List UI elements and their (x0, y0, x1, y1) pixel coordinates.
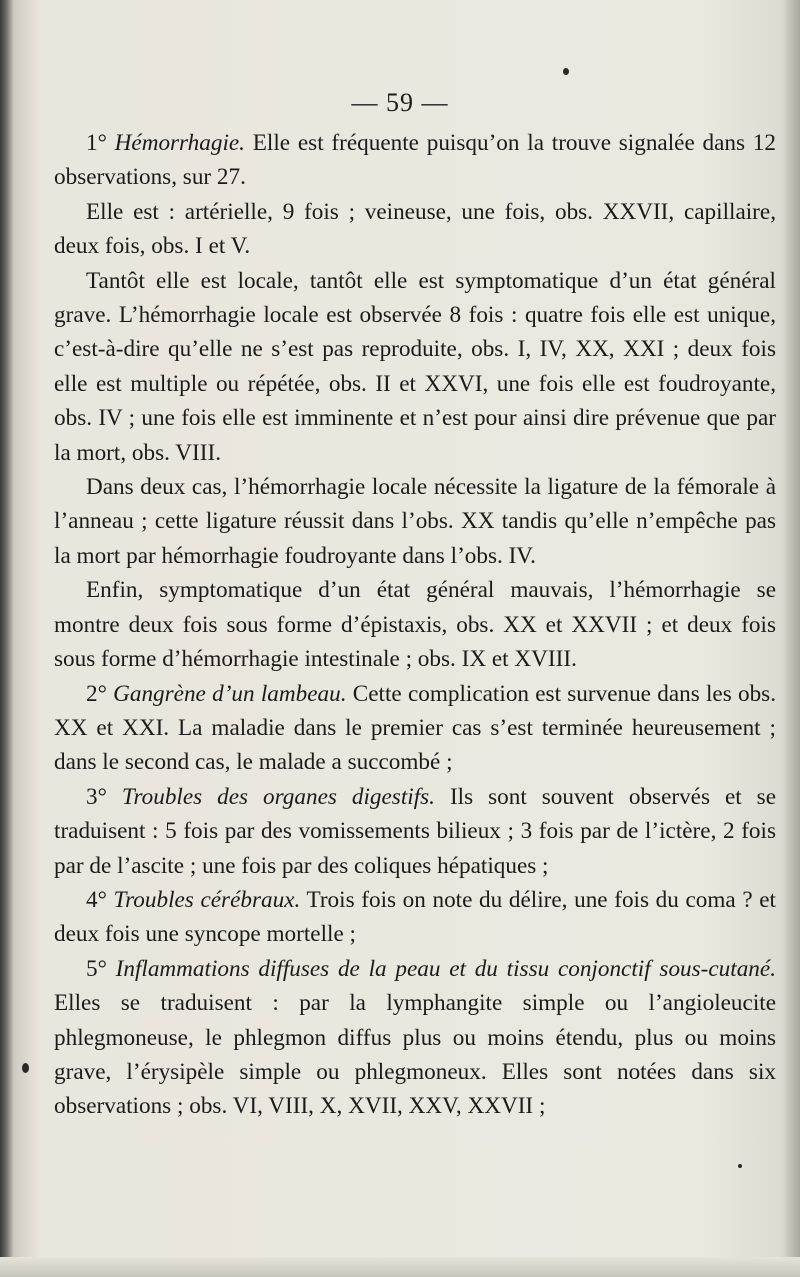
page-edge-right (786, 0, 800, 1277)
paragraph-text: Elle est fréquente puisqu’on la trouve signalée dans 12 observations, sur 27. (54, 130, 776, 191)
ink-speck (563, 68, 569, 75)
page-number: — 59 — (351, 88, 449, 117)
paragraph-4 (54, 470, 776, 573)
item-number: 3° (86, 783, 122, 810)
paragraph-1 (54, 126, 776, 195)
paragraph-text: Trois fois on note du délire, une fois du coma ? et deux fois une syncope mortelle ; (54, 886, 776, 948)
paragraph-6 (54, 677, 776, 780)
paragraph-text: Elle est : artérielle, 9 fois ; veineuse, une fois, obs. XXVII, capillaire, deux fois, obs. I et V. (54, 198, 776, 260)
item-title: Gangrène d’un lambeau. (113, 680, 347, 707)
paragraph-text: Ils sont souvent observés et se traduisent : 5 fois par des vomissements bilieux ; 3 fois par de l’ictère, 2 fois par de l’ascite ; une fois par des coliques hépatiques ; (54, 783, 776, 879)
item-title: Hémorrhagie. (114, 130, 245, 156)
item-title: Troubles cérébraux. (113, 886, 301, 913)
item-title: Inflammations diffuses de la peau et du tissu conjonctif sous-cutané. (115, 955, 776, 982)
paragraph-3 (54, 264, 776, 470)
paragraph-9 (54, 952, 776, 1124)
item-number: 4° (86, 886, 114, 913)
item-number: 1° (86, 130, 115, 156)
body-text (54, 126, 776, 1124)
paragraph-2 (54, 195, 776, 264)
ink-speck (22, 1063, 29, 1073)
item-number: 2° (86, 680, 114, 707)
item-number: 5° (86, 955, 116, 982)
paragraph-text: Cette complication est survenue dans les obs. XX et XXI. La maladie dans le premier cas s’est terminée heureusement ; dans le second cas, le malade a succombé ; (54, 680, 776, 776)
paragraph-7 (54, 780, 776, 883)
item-title: Troubles des organes digestifs. (121, 783, 435, 810)
paragraph-5 (54, 573, 776, 676)
paragraph-8 (54, 883, 776, 952)
page-edge-bottom (0, 1257, 800, 1277)
paragraph-text: Tantôt elle est locale, tantôt elle est symptomatique d’un état général grave. L’hémorrhagie locale est observée 8 fois : quatre fois elle est unique, c’est-à-dire qu’elle ne s’est pas reproduite, obs. I, IV, XX, XXI ; deux fois elle est multiple ou répétée, obs. II et XXVI, une fois elle est foudroyante, obs. IV ; une fois elle est imminente et n’est pour ainsi dire prévenue que par la mort, obs. VIII. (54, 267, 776, 466)
paragraph-text: Elles se traduisent : par la lymphangite simple ou l’angioleucite phlegmoneuse, le phlegmon diffus plus ou moins étendu, plus ou moins grave, l’érysipèle simple ou phlegmoneux. Elles sont notées dans six observations ; obs. VI, VIII, X, XVII, XXV, XXVII ; (54, 990, 776, 1120)
ink-speck (738, 1164, 742, 1168)
paragraph-text: Dans deux cas, l’hémorrhagie locale nécessite la ligature de la fémorale à l’anneau ; cette ligature réussit dans l’obs. XX tandis qu’elle n’empêche pas la mort par hémorrhagie foudroyante dans l’obs. IV. (54, 474, 776, 569)
paragraph-text: Enfin, symptomatique d’un état général mauvais, l’hémorrhagie se montre deux fois sous forme d’épistaxis, obs. XX et XXVII ; et deux fois sous forme d’hémorrhagie intestinale ; obs. IX et XVIII. (54, 577, 776, 673)
